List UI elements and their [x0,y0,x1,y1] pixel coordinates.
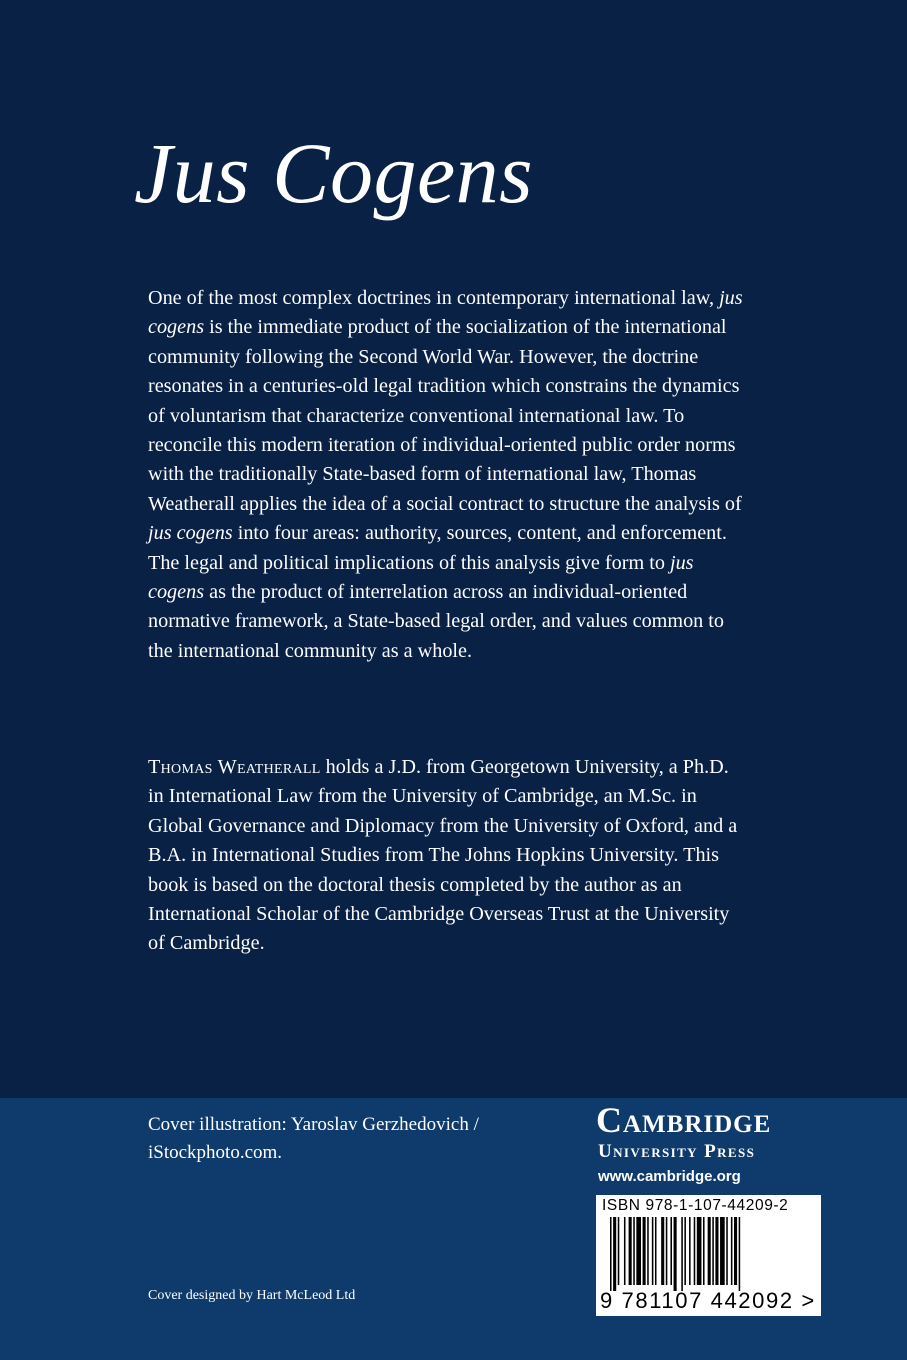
barcode-bar [697,1217,702,1285]
barcode-bar [610,1217,612,1291]
barcode-bar [633,1217,635,1285]
barcode-bar [652,1217,654,1285]
barcode-bar [643,1217,646,1285]
barcode-bar [739,1217,741,1291]
book-blurb [148,284,748,666]
barcode-bar [681,1217,683,1291]
blurb-italic-term: jus cogens [148,522,233,545]
barcode-bar [734,1217,737,1285]
barcode-bar [715,1217,718,1285]
publisher-name: Cambridge [596,1100,772,1140]
blurb-text: into four areas: authority, sources, content, and enforcement. The legal and political implications of this analysis give form to [148,522,727,574]
barcode-bar [674,1217,677,1291]
barcode-bar [613,1217,616,1291]
cover-illustration-credit: Cover illustration: Yaroslav Gerzhedovich / iStockphoto.com. [148,1114,479,1163]
blurb-italic-term: jus cogens [148,287,743,339]
barcode-bar [655,1217,657,1285]
barcode-bar [624,1217,626,1285]
barcode-bar [694,1217,696,1285]
barcode-bar [618,1217,620,1285]
blurb-text: One of the most complex doctrines in contemporary international law, [148,287,720,309]
barcode-bar [712,1217,714,1285]
book-title: Jus Cogens [134,125,534,221]
barcode-bar [684,1217,686,1285]
blurb-text: is the immediate product of the socialization of the international community following the Second World War. However, the doctrine resonates in a centuries-old legal tradition which constrains the dynamics of voluntarism that characterize conventional international law. To reconcile this modern iteration of individual-oriented public order norms with the traditionally State-based form of international law, Thomas Weatherall applies the idea of a social contract to structure the analysis of [148,316,742,515]
barcode-bar [661,1217,664,1285]
barcode-bar [629,1217,632,1285]
blurb-text: as the product of interrelation across an individual-oriented normative framework, a State-based legal order, and values common to the international community as a whole. [148,581,725,662]
author-bio-text: holds a J.D. from Georgetown University, a Ph.D. in International Law from the University of Cambridge, an M.Sc. in Global Governance and Diplomacy from the University of Oxford, and a B.A. in International Studies from The Johns Hopkins University. This book is based on the doctoral thesis completed by the author as an International Scholar of the Cambridge Overseas Trust at the University of Cambridge. [148,756,738,955]
barcode-digits: 9 781107 442092 > [600,1288,816,1313]
barcode-icon [610,1217,808,1291]
barcode-box [596,1195,821,1316]
author-name: Thomas Weatherall [148,756,321,778]
barcode-bar [703,1217,705,1285]
barcode-bar [666,1217,668,1285]
barcode-bar [708,1217,711,1285]
author-bio [148,753,748,959]
barcode-bar [647,1217,649,1285]
barcode-bar [731,1217,733,1285]
barcode-bar [689,1217,691,1285]
barcode-bar [636,1217,641,1285]
cover-designer-credit: Cover designed by Hart McLeod Ltd [148,1288,356,1303]
isbn-label: ISBN 978-1-107-44209-2 [602,1197,789,1214]
barcode-bar [720,1217,725,1285]
barcode-bar [726,1217,728,1285]
barcode-bar [670,1217,672,1285]
publisher-subtitle: University Press [598,1141,756,1162]
publisher-url: www.cambridge.org [598,1168,741,1185]
blurb-italic-term: jus cogens [148,551,694,604]
